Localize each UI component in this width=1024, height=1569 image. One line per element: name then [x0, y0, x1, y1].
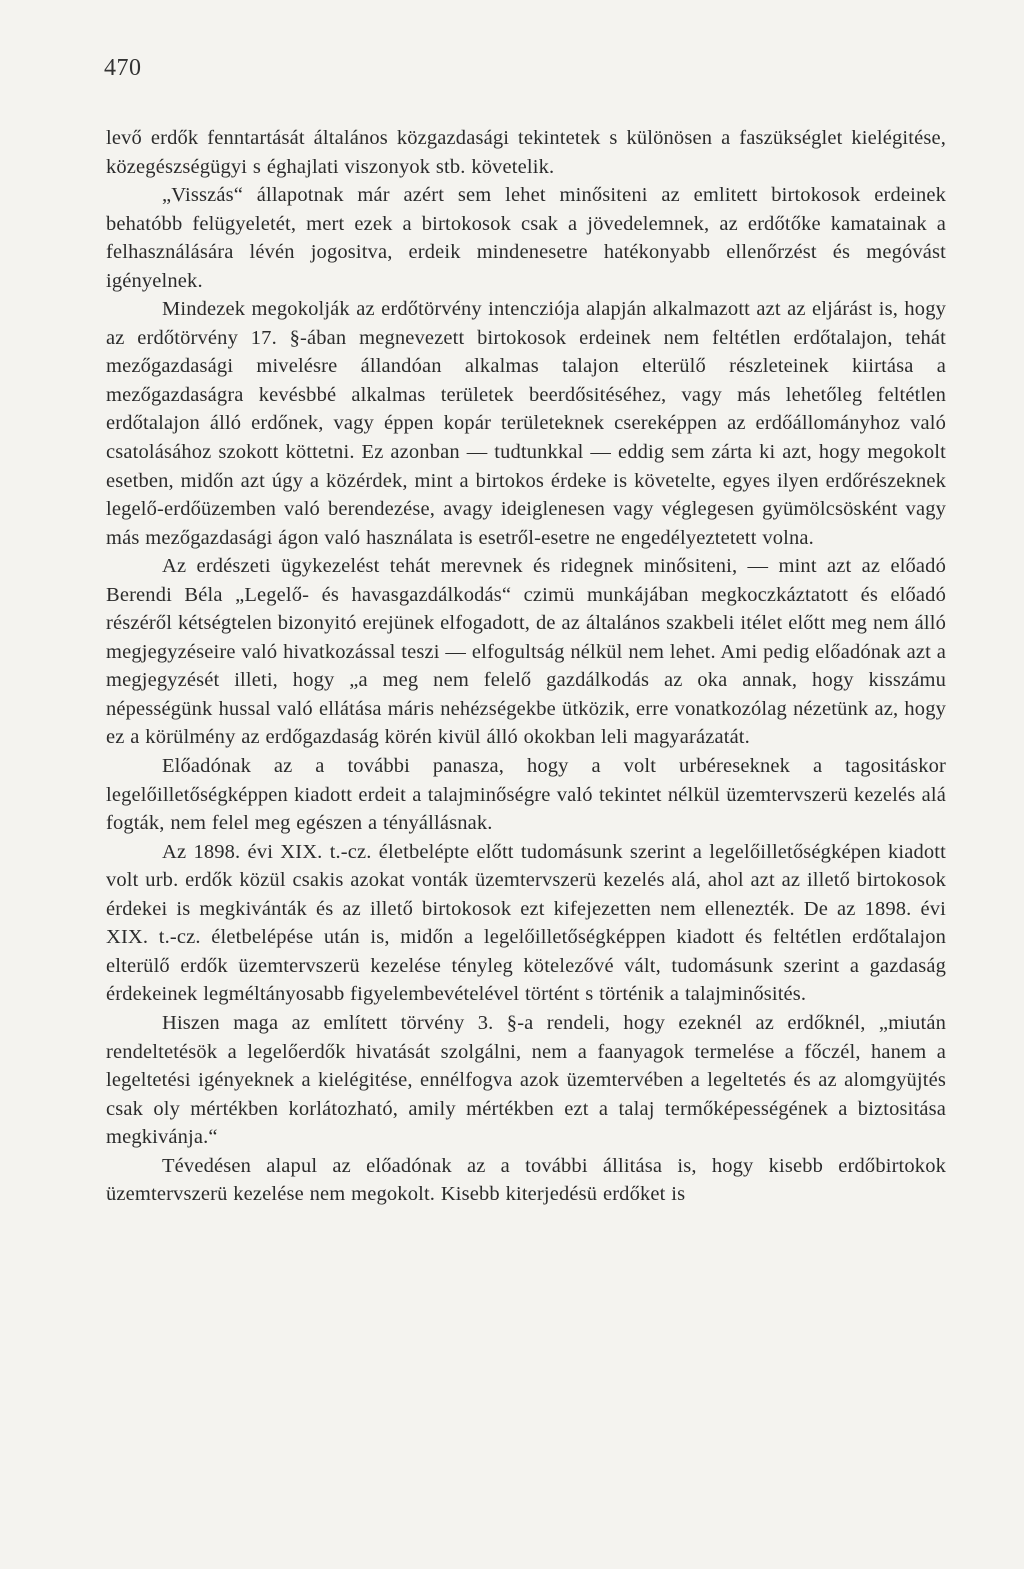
paragraph: Mindezek megokolják az erdőtörvény intencziója alapján alkalmazott azt az eljárást is, hogy az erdőtörvény 17. §-ában megnevezett birtokosok erdeinek nem feltétlen erdőtalajon, tehát mezőgazdasági mivelésre állandóan alkalmas talajon elterülő részleteinek kiirtása a mezőgazdaságra kevésbbé alkalmas területek beerdősitéséhez, vagy más lehetőleg feltétlen erdőtalajon álló erdőnek, vagy éppen kopár területeknek csereképpen az erdőállományhoz való csatolásához szokott köttetni. Ez azonban — tudtunkkal — eddig sem zárta ki azt, hogy megokolt esetben, midőn azt úgy a közérdek, mint a birtokos érdeke is követelte, egyes ilyen erdőrészeknek legelő-erdőüzemben való berendezése, avagy ideiglenesen vagy véglegesen gyümölcsösként vagy más mezőgazdasági ágon való használata is esetről-esetre ne engedélyeztetett volna. [106, 298, 946, 549]
paragraph: Tévedésen alapul az előadónak az a további állitása is, hogy kisebb erdőbirtokok üzemtervszerü kezelése nem megokolt. Kisebb kiterjedésü erdőket is [106, 1154, 946, 1206]
paragraph-continuation: levő erdők fenntartását általános közgazdasági tekintetek s különösen a faszükséglet kielégitése, közegészségügyi s éghajlati viszonyok stb. követelik. [106, 127, 946, 178]
body-text [106, 124, 946, 1209]
paragraph: Hiszen maga az említett törvény 3. §-a rendeli, hogy ezeknél az erdőknél, „miután rendeltetésök a legelőerdők hivatását szolgálni, nem a faanyagok termelése a főczél, hanem a legeltetési igényeknek a kielégitése, ennélfogva azok üzemtervében a legeltetés és az alomgyüjtés csak oly mértékben korlátozható, amily mértékben ezt a talaj termőképességének a biztositása megkivánja.“ [106, 1011, 946, 1149]
paragraph: „Visszás“ állapotnak már azért sem lehet minősiteni az emlitett birtokosok erdeinek behatóbb felügyeletét, mert ezek a birtokosok csak a jövedelemnek, az erdőtőke kamatainak a felhasználására lévén jogositva, erdeik mindenesetre hatékonyabb ellenőrzést és megóvást igényelnek. [106, 184, 946, 292]
paragraph: Az erdészeti ügykezelést tehát merevnek és ridegnek minősiteni, — mint azt az előadó Berendi Béla „Legelő- és havasgazdálkodás“ czimü munkájában megkoczkáztatott és előadó részéről kétségtelen bizonyitó erejünek elfogadott, de az általános szakbeli itélet előtt meg nem álló megjegyzéseire való hivatkozással teszi — elfogultság nélkül nem lehet. Ami pedig előadónak azt a megjegyzését illeti, hogy „a meg nem felelő gazdálkodás az oka annak, hogy kisszámu népességünk hussal való ellátása máris nehézségekbe ütközik, erre vonatkozólag nézetünk az, hogy ez a körülmény az erdőgazdaság körén kivül álló okokban leli magyarázatát. [106, 555, 946, 749]
page-number: 470 [104, 55, 142, 81]
paragraph: Az 1898. évi XIX. t.-cz. életbelépte előtt tudomásunk szerint a legelőilletőségképen kiadott volt urb. erdők közül csakis azokat vonták üzemtervszerü kezelés alá, ahol azt az illető birtokosok érdekei is megkivánták és az illető birtokosok ezt kifejezetten nem ellenezték. De az 1898. évi XIX. t.-cz. életbelépése után is, midőn a legelőilletőségképpen kiadott és feltétlen erdőtalajon elterülő erdők üzemtervszerü kezelése tényleg kötelezővé vált, tudomásunk szerint a gazdaság érdekeinek legméltányosabb figyelembevételével történt s történik a talajminősités. [106, 840, 946, 1006]
paragraph: Előadónak az a további panasza, hogy a volt urbéreseknek a tagositáskor legelőilletőségképpen kiadott erdeit a talajminőségre való tekintet nélkül üzemtervszerü kezelés alá fogták, nem felel meg egészen a tényállásnak. [106, 755, 946, 835]
